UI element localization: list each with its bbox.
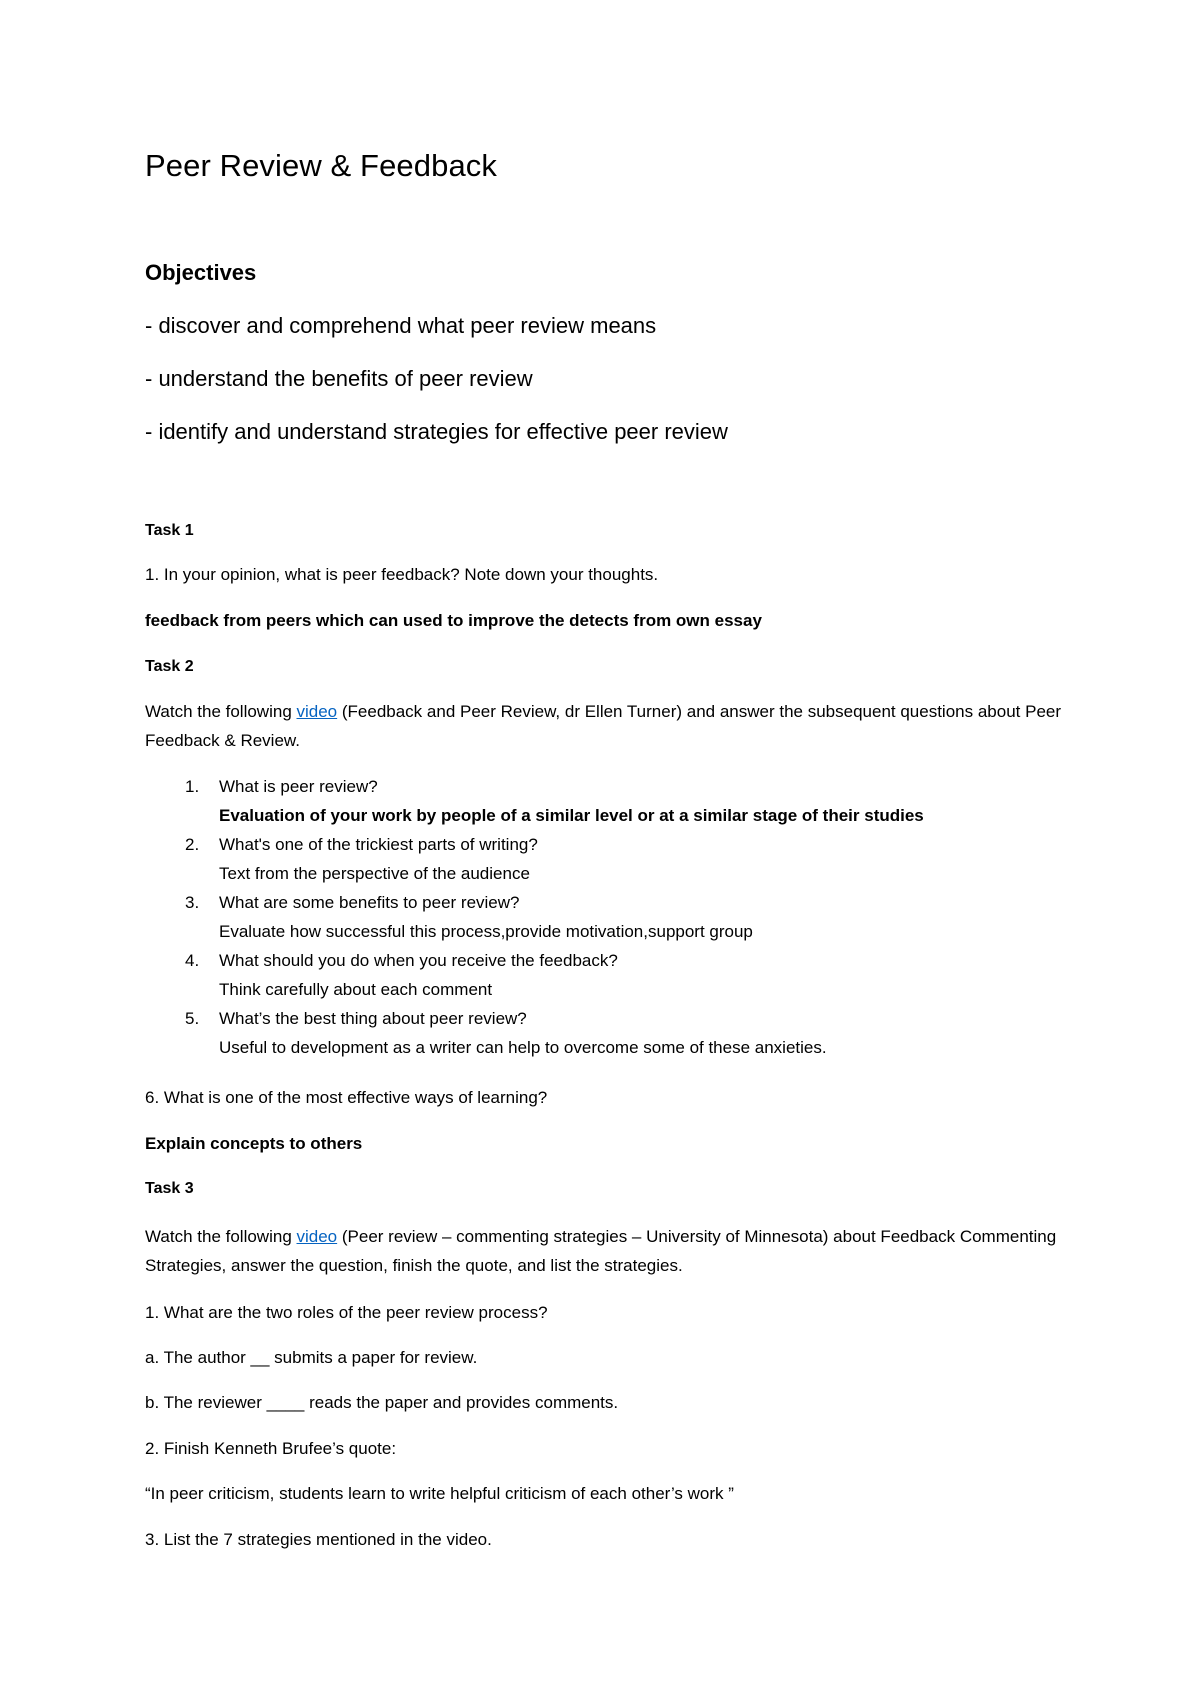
task2-question-6-answer: Explain concepts to others — [145, 1134, 363, 1153]
task2-intro — [145, 697, 1065, 755]
question-text: What are some benefits to peer review? — [219, 893, 520, 912]
task3-intro — [145, 1222, 1065, 1280]
question-answer: Evaluate how successful this process,provide motivation,support group — [219, 922, 753, 941]
list-item — [145, 946, 1105, 1004]
question-answer: Evaluation of your work by people of a similar level or at a similar stage of their studies — [219, 806, 924, 825]
objective-item: - identify and understand strategies for effective peer review — [145, 419, 728, 444]
objective-item: - understand the benefits of peer review — [145, 366, 533, 391]
question-number: 3. — [185, 893, 200, 912]
question-text: What's one of the trickiest parts of writing? — [219, 835, 538, 854]
task2-intro-after-link: (Feedback and Peer Review, dr Ellen Turner) and answer the subsequent questions about Peer Feedback & Review. — [145, 702, 1062, 750]
task3-question-1: 1. What are the two roles of the peer review process? — [145, 1303, 548, 1322]
task2-question-list — [145, 772, 1105, 1062]
task1-label: Task 1 — [145, 522, 194, 539]
objectives-heading: Objectives — [145, 260, 257, 285]
task2-question-6: 6. What is one of the most effective ways of learning? — [145, 1088, 548, 1107]
list-item — [145, 772, 1105, 830]
task3-answer-b: b. The reviewer ____ reads the paper and provides comments. — [145, 1393, 619, 1412]
list-item — [145, 888, 1105, 946]
list-item — [145, 830, 1105, 888]
question-number: 2. — [185, 835, 200, 854]
task3-intro-after-link: (Peer review – commenting strategies – University of Minnesota) about Feedback Commenting Strategies, answer the question, finish the quote, and list the strategies. — [145, 1227, 1057, 1275]
task3-video-link[interactable]: video — [296, 1227, 338, 1246]
question-text: What should you do when you receive the feedback? — [219, 951, 618, 970]
task3-question-3: 3. List the 7 strategies mentioned in the video. — [145, 1530, 492, 1549]
task2-video-link[interactable]: video — [296, 702, 338, 721]
question-text: What is peer review? — [219, 777, 378, 796]
objective-item: - discover and comprehend what peer review means — [145, 313, 657, 338]
page-title: Peer Review & Feedback — [145, 148, 497, 183]
question-text: What’s the best thing about peer review? — [219, 1009, 527, 1028]
question-number: 4. — [185, 951, 200, 970]
task3-question-2: 2. Finish Kenneth Brufee’s quote: — [145, 1439, 397, 1458]
task1-answer: feedback from peers which can used to improve the detects from own essay — [145, 611, 762, 630]
task3-label: Task 3 — [145, 1180, 194, 1197]
question-answer: Think carefully about each comment — [219, 980, 493, 999]
list-item — [145, 1004, 1105, 1062]
task3-quote: “In peer criticism, students learn to write helpful criticism of each other’s work ” — [145, 1484, 734, 1503]
question-answer: Text from the perspective of the audience — [219, 864, 530, 883]
question-number: 1. — [185, 777, 200, 796]
task1-question: 1. In your opinion, what is peer feedback? Note down your thoughts. — [145, 565, 659, 584]
task2-intro-before-link: Watch the following — [145, 702, 297, 721]
question-number: 5. — [185, 1009, 200, 1028]
task3-intro-before-link: Watch the following — [145, 1227, 297, 1246]
task3-answer-a: a. The author __ submits a paper for review. — [145, 1348, 478, 1367]
question-answer: Useful to development as a writer can help to overcome some of these anxieties. — [219, 1038, 827, 1057]
task2-label: Task 2 — [145, 658, 194, 675]
